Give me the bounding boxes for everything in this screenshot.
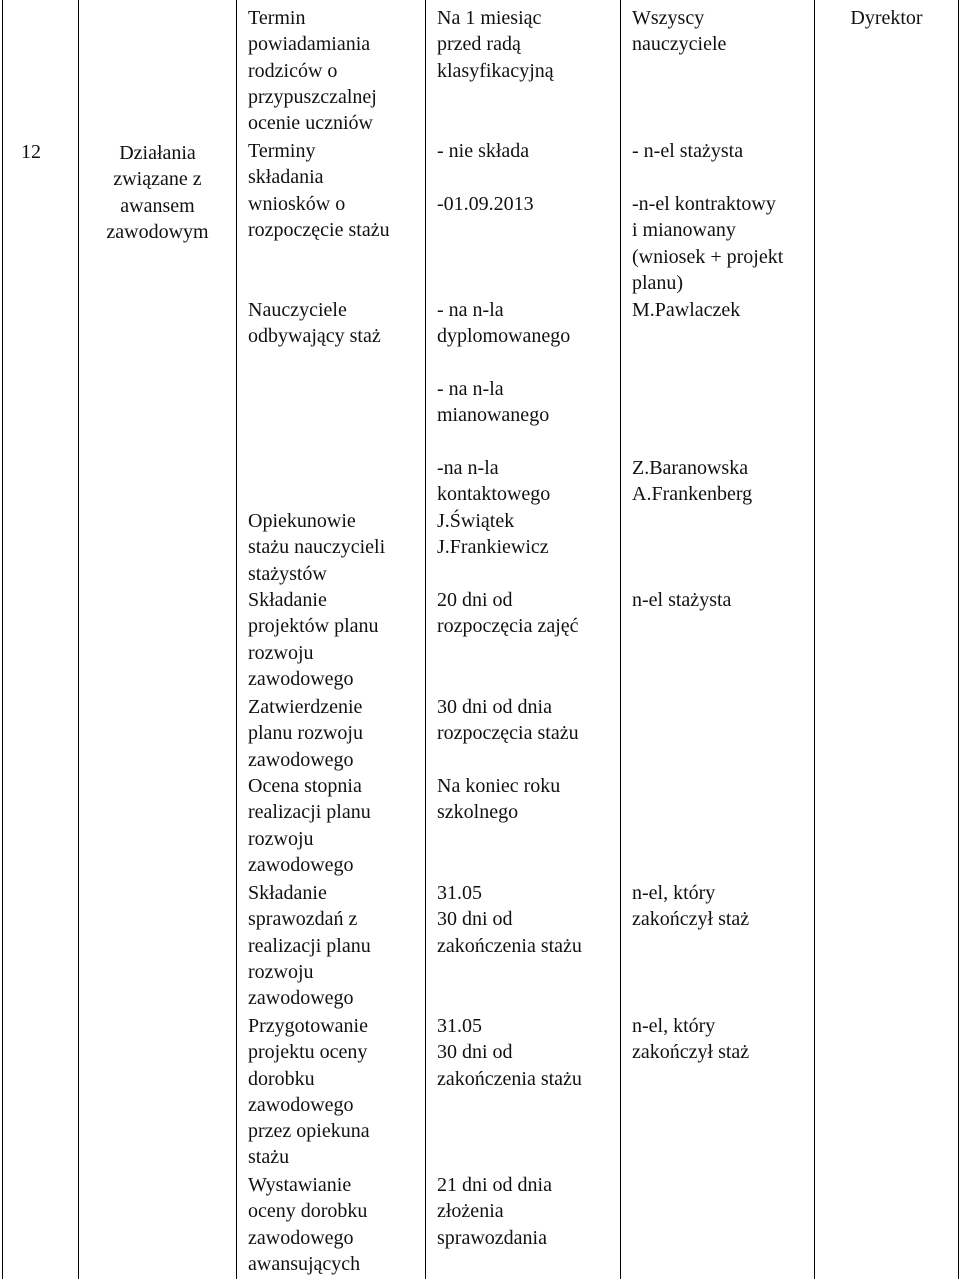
deadline-item: - na n-la mianowanego [437,378,550,427]
row-number: 12 [21,141,41,163]
task-item: Składanie sprawozdań z realizacji planu rozwoju zawodowego [248,882,371,1010]
deadline-item: - na n-la dyplomowanego [437,299,571,348]
responsible-item: Wszyscy nauczyciele [632,7,727,56]
deadline-item: -01.09.2013 [437,193,534,215]
deadline-item: J.Świątek J.Frankiewicz [437,510,549,559]
table-column-divider [620,0,621,1279]
deadline-item: Na 1 miesiąc przed radą klasyfikacyjną [437,7,554,82]
task-item: Zatwierdzenie planu rozwoju zawodowego [248,696,363,771]
task-item: Nauczyciele odbywający staż [248,299,381,348]
responsible-item: Z.Baranowska A.Frankenberg [632,457,753,506]
deadline-item: 31.05 30 dni od zakończenia stażu [437,882,582,957]
responsible-item: -n-el kontraktowy i mianowany (wniosek + projekt planu) [632,193,784,294]
task-item: Składanie projektów planu rozwoju zawodowego [248,589,379,690]
task-item: Termin powiadamiania rodziców o przypuszczalnej ocenie uczniów [248,7,377,135]
task-item: Ocena stopnia realizacji planu rozwoju zawodowego [248,775,371,876]
responsible-item: n-el, który zakończył staż [632,1015,750,1064]
task-item: Wystawianie oceny dorobku zawodowego awansujących [248,1174,368,1275]
category-label: Działania związane z awansem zawodowym [106,142,209,243]
table-border-right [958,0,959,1279]
deadline-item: 31.05 30 dni od zakończenia stażu [437,1015,582,1090]
deadline-item: -na n-la kontaktowego [437,457,551,506]
table-column-divider [814,0,815,1279]
responsible-item: n-el, który zakończył staż [632,882,750,931]
table-border-left [2,0,3,1279]
deadline-item: 30 dni od dnia rozpoczęcia stażu [437,696,579,745]
deadline-item: 20 dni od rozpoczęcia zajęć [437,589,579,638]
table-column-divider [425,0,426,1279]
deadline-item: - nie składa [437,140,530,162]
table-column-divider [236,0,237,1279]
task-item: Terminy składania wniosków o rozpoczęcie stażu [248,140,390,241]
responsible-item: - n-el stażysta [632,140,744,162]
table-column-divider [78,0,79,1279]
deadline-item: Na koniec roku szkolnego [437,775,561,824]
director-label: Dyrektor [850,7,923,29]
responsible-item: M.Pawlaczek [632,299,741,321]
responsible-item: n-el stażysta [632,589,732,611]
deadline-item: 21 dni od dnia złożenia sprawozdania [437,1174,552,1249]
task-item: Opiekunowie stażu nauczycieli stażystów [248,510,386,585]
task-item: Przygotowanie projektu oceny dorobku zawodowego przez opiekuna stażu [248,1015,370,1169]
